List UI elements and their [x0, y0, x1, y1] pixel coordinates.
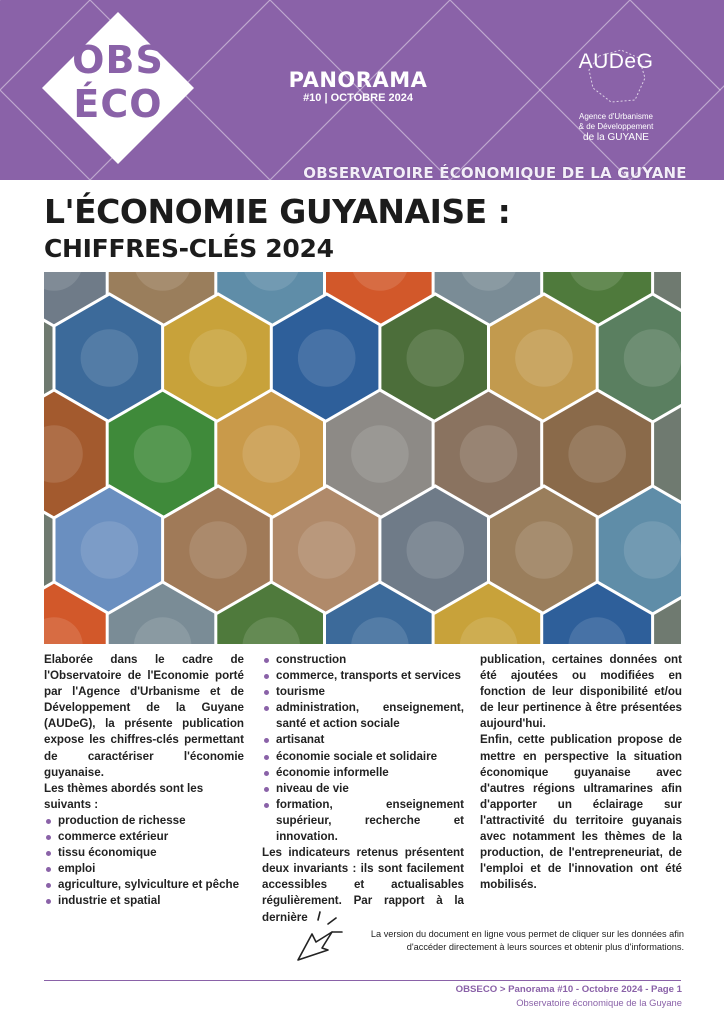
column-3 [480, 652, 682, 893]
footer-divider [44, 980, 681, 981]
list-item: économie informelle [262, 765, 464, 781]
panorama-label [278, 68, 438, 104]
list-item: commerce, transports et services [262, 668, 464, 684]
photo-mosaic [44, 272, 681, 644]
list-item: industrie et spatial [44, 893, 244, 909]
list-item: agriculture, sylviculture et pêche [44, 877, 244, 893]
intro-paragraph: Elaborée dans le cadre de l'Observatoire de l'Economie porté par l'Agence d'Urbanisme et de Développement de la Guyane (AUDeG), la présente publication expose les chiffres-clés permettant de caractériser l'économie guyanaise. [44, 653, 244, 779]
shopfront-photo-highlight [298, 521, 356, 579]
themes-list-b [262, 652, 464, 845]
note-line1: La version du document en ligne vous permet de cliquer sur les données afin [370, 929, 684, 939]
list-item: commerce extérieur [44, 829, 244, 845]
bridge-photo-highlight [81, 521, 139, 579]
header-band [0, 0, 724, 180]
cattle-photo-highlight [460, 425, 518, 483]
column-1 [44, 652, 244, 910]
list-item: administration, enseignement, santé et action sociale [262, 700, 464, 732]
list-item: tourisme [262, 684, 464, 700]
column-2 [262, 652, 464, 926]
boat-photo-highlight [624, 521, 681, 579]
cursor-click-icon [292, 910, 348, 966]
agency-line3: de la GUYANE [583, 132, 649, 143]
series-title: PANORAMA [288, 68, 428, 92]
audeg-logo [556, 50, 676, 143]
logo-line2: ÉCO [73, 82, 163, 126]
colonial-house-photo-highlight [515, 329, 573, 387]
observatory-banner: OBSERVATOIRE ÉCONOMIQUE DE LA GUYANE [303, 164, 687, 180]
engraved-wood-photo-highlight [351, 425, 409, 483]
themes-intro: Les thèmes abordés sont les suivants : [44, 781, 204, 811]
publication-paragraph: publication, certaines données ont été ajoutées ou modifiées en fonction de leur disponibilité et/ou de leur pertinence à être présentées aujourd'hui. [480, 653, 682, 731]
list-item: formation, enseignement supérieur, recherche et innovation. [262, 797, 464, 845]
pavilion-photo-highlight [568, 425, 626, 483]
logo-line1: OBS [72, 38, 164, 82]
footer-observatory: Observatoire économique de la Guyane [516, 997, 682, 1008]
tembe-art-photo-highlight [189, 329, 247, 387]
containers-photo-highlight [81, 329, 139, 387]
obseco-logo-text [40, 38, 196, 126]
perspective-paragraph: Enfin, cette publication propose de mettre en perspective la situation économique guyanaise avec d'autres régions ultramarines afin d'apporter un éclairage sur l'attractivité du territoire guyanais avec notamment les thèmes de la production, de l'entrepreneuriat, de l'emploi et de l'innovation ont été mobilisés. [480, 733, 682, 892]
online-version-note [348, 928, 684, 954]
list-item: niveau de vie [262, 781, 464, 797]
watermelons-photo-highlight [134, 425, 192, 483]
building-photo-highlight [189, 521, 247, 579]
footer-page-ref: OBSECO > Panorama #10 - Octobre 2024 - Page 1 [455, 984, 682, 995]
list-item: artisanat [262, 732, 464, 748]
agency-name: AUDeG [578, 50, 654, 73]
indicators-paragraph: Les indicateurs retenus présentent deux invariants : ils sont facilement accessibles et actualisables régulièrement. Par rapport à la dernière [262, 846, 464, 924]
list-item: production de richesse [44, 813, 244, 829]
themes-list-a [44, 813, 244, 910]
agency-line1: Agence d'Urbanisme [578, 112, 653, 121]
page-subtitle: CHIFFRES-CLÉS 2024 [44, 234, 334, 263]
guyana-map-icon [581, 48, 651, 104]
note-line2: d'accéder directement à leurs sources et obtenir plus d'informations. [406, 942, 684, 952]
market-street-photo-highlight [407, 521, 465, 579]
list-item: économie sociale et solidaire [262, 749, 464, 765]
soup-photo-highlight [242, 425, 300, 483]
page-title: L'ÉCONOMIE GUYANAISE : [44, 192, 511, 231]
kayak-photo-highlight [624, 329, 681, 387]
list-item: tissu économique [44, 845, 244, 861]
list-item: construction [262, 652, 464, 668]
list-item: emploi [44, 861, 244, 877]
goat-photo-highlight [515, 521, 573, 579]
agency-line2: & de Développement [578, 122, 654, 131]
rope-bridge-photo-highlight [407, 329, 465, 387]
issue-label: #10 | OCTOBRE 2024 [303, 92, 413, 104]
fishing-boat-photo-highlight [298, 329, 356, 387]
